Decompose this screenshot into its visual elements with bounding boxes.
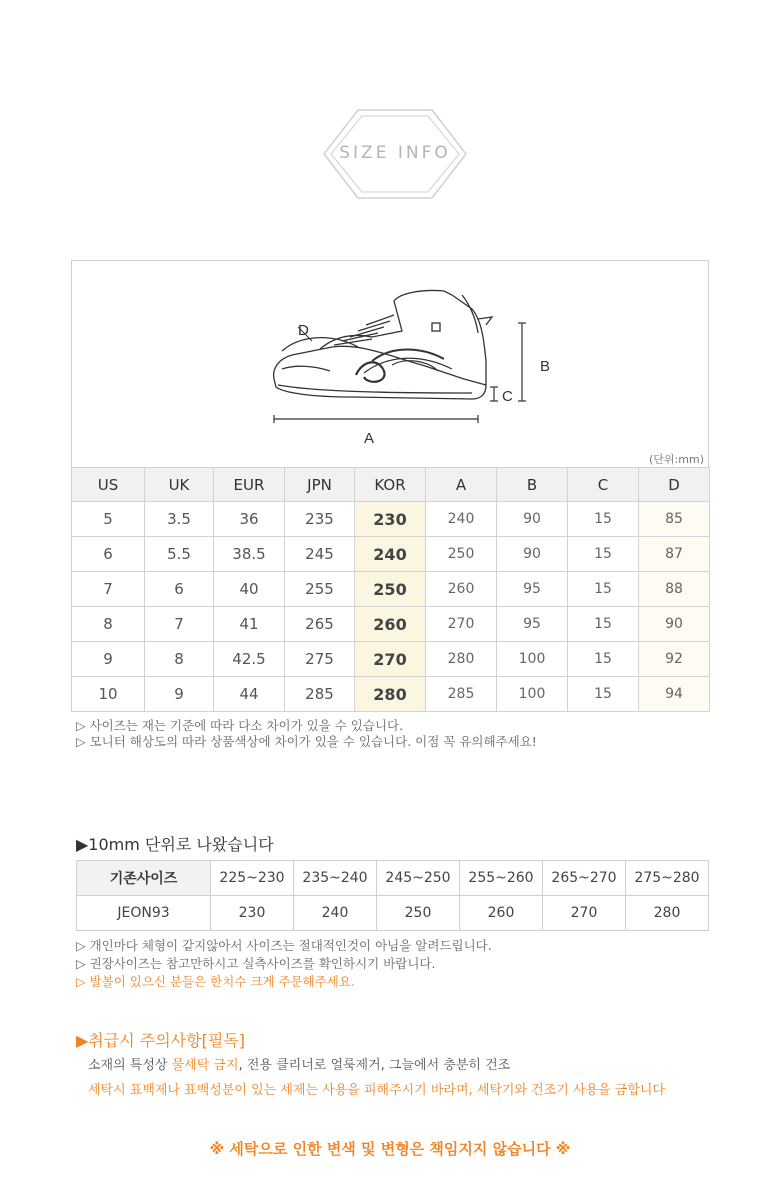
cell-us: 10 [72,677,145,712]
care-line-1-prefix: 소재의 특성상 [88,1058,172,1073]
cell-c: 15 [568,537,639,572]
table-row [72,502,710,537]
cell-c: 15 [568,502,639,537]
note-recommended-size: ▷ 권장사이즈는 참고만하시고 실측사이즈를 확인하시기 바랍니다. [76,956,436,971]
conv-range: 275~280 [626,861,709,896]
header-us: US [72,468,145,502]
size-info-title: SIZE INFO [339,143,451,163]
header-uk: UK [145,468,214,502]
cell-us: 5 [72,502,145,537]
cell-a: 280 [426,642,497,677]
cell-c: 15 [568,572,639,607]
note-measure-variance: ▷ 사이즈는 재는 기준에 따라 다소 차이가 있을 수 있습니다. [76,718,404,733]
cell-uk: 8 [145,642,214,677]
header-jpn: JPN [285,468,355,502]
cell-uk: 5.5 [145,537,214,572]
cell-b: 95 [497,607,568,642]
cell-uk: 9 [145,677,214,712]
conv-size: 240 [294,896,377,931]
cell-a: 270 [426,607,497,642]
cell-jpn: 255 [285,572,355,607]
cell-us: 9 [72,642,145,677]
conversion-title: ▶10mm 단위로 나왔습니다 [76,835,274,854]
header-eur: EUR [214,468,285,502]
cell-eur: 38.5 [214,537,285,572]
cell-b: 100 [497,677,568,712]
cell-eur: 36 [214,502,285,537]
cell-us: 8 [72,607,145,642]
cell-d: 87 [639,537,710,572]
table-row [72,572,710,607]
header-kor: KOR [355,468,426,502]
cell-kor: 250 [355,572,426,607]
conv-size: 270 [543,896,626,931]
cell-jpn: 285 [285,677,355,712]
conv-range: 235~240 [294,861,377,896]
conv-size: 260 [460,896,543,931]
cell-uk: 6 [145,572,214,607]
conv-size: 250 [377,896,460,931]
dimension-a-label: A [364,430,375,447]
conv-header-label: 기존사이즈 [77,861,211,896]
table-row [72,642,710,677]
cell-d: 92 [639,642,710,677]
header-a: A [426,468,497,502]
cell-uk: 3.5 [145,502,214,537]
conv-size: 230 [211,896,294,931]
cell-a: 240 [426,502,497,537]
dimension-b-label: B [540,358,551,375]
cell-jpn: 245 [285,537,355,572]
cell-kor: 280 [355,677,426,712]
cell-a: 250 [426,537,497,572]
table-row [72,677,710,712]
cell-jpn: 275 [285,642,355,677]
cell-kor: 230 [355,502,426,537]
table-row [72,537,710,572]
conv-brand-label: JEON93 [77,896,211,931]
cell-jpn: 235 [285,502,355,537]
cell-d: 94 [639,677,710,712]
note-monitor-color: ▷ 모니터 해상도의 따라 상품색상에 차이가 있을 수 있습니다. 이점 꼭 유의해주세요! [76,734,537,749]
cell-eur: 40 [214,572,285,607]
fit-notes [76,937,492,991]
conv-range: 265~270 [543,861,626,896]
size-table [71,467,710,712]
care-line-1 [88,1054,510,1073]
cell-b: 90 [497,537,568,572]
cell-a: 260 [426,572,497,607]
header-b: B [497,468,568,502]
cell-c: 15 [568,677,639,712]
cell-us: 7 [72,572,145,607]
unit-label: (단위:mm) [649,453,704,466]
size-notes [76,718,537,750]
conversion-table [76,860,709,931]
care-line-2: 세탁시 표백제나 표백성분이 있는 세제는 사용을 피해주시기 바라며, 세탁기와 건조기 사용을 금합니다 [88,1083,666,1098]
cell-a: 285 [426,677,497,712]
cell-jpn: 265 [285,607,355,642]
cell-c: 15 [568,607,639,642]
shoe-measurement-diagram [71,260,709,468]
header-d: D [639,468,710,502]
cell-kor: 270 [355,642,426,677]
table-row [77,896,709,931]
care-title: ▶취급시 주의사항[필독] [76,1031,245,1050]
note-body-type: ▷ 개인마다 체형이 같지않아서 사이즈는 절대적인것이 아님을 알려드립니다. [76,938,492,953]
conv-range: 255~260 [460,861,543,896]
cell-d: 88 [639,572,710,607]
conv-range: 245~250 [377,861,460,896]
cell-kor: 260 [355,607,426,642]
shoe-illustration [72,261,710,469]
cell-b: 100 [497,642,568,677]
care-warning: ※ 세탁으로 인한 변색 및 변형은 책임지지 않습니다 ※ [209,1140,571,1158]
cell-kor: 240 [355,537,426,572]
size-table-header [72,468,710,502]
cell-eur: 44 [214,677,285,712]
cell-b: 90 [497,502,568,537]
dimension-c-label: C [502,388,513,405]
conv-range: 225~230 [211,861,294,896]
header-c: C [568,468,639,502]
dimension-d-label: D [298,322,309,339]
cell-eur: 41 [214,607,285,642]
cell-eur: 42.5 [214,642,285,677]
table-row [77,861,709,896]
cell-b: 95 [497,572,568,607]
cell-d: 85 [639,502,710,537]
cell-c: 15 [568,642,639,677]
table-row [72,607,710,642]
care-line-1-highlight: 물세탁 금지 [171,1058,239,1073]
cell-us: 6 [72,537,145,572]
cell-uk: 7 [145,607,214,642]
care-line-1-suffix: , 전용 클리너로 얼룩제거, 그늘에서 충분히 건조 [238,1058,511,1073]
note-wide-feet: ▷ 발볼이 있으신 분들은 한치수 크게 주문해주세요. [76,974,355,989]
cell-d: 90 [639,607,710,642]
conv-size: 280 [626,896,709,931]
